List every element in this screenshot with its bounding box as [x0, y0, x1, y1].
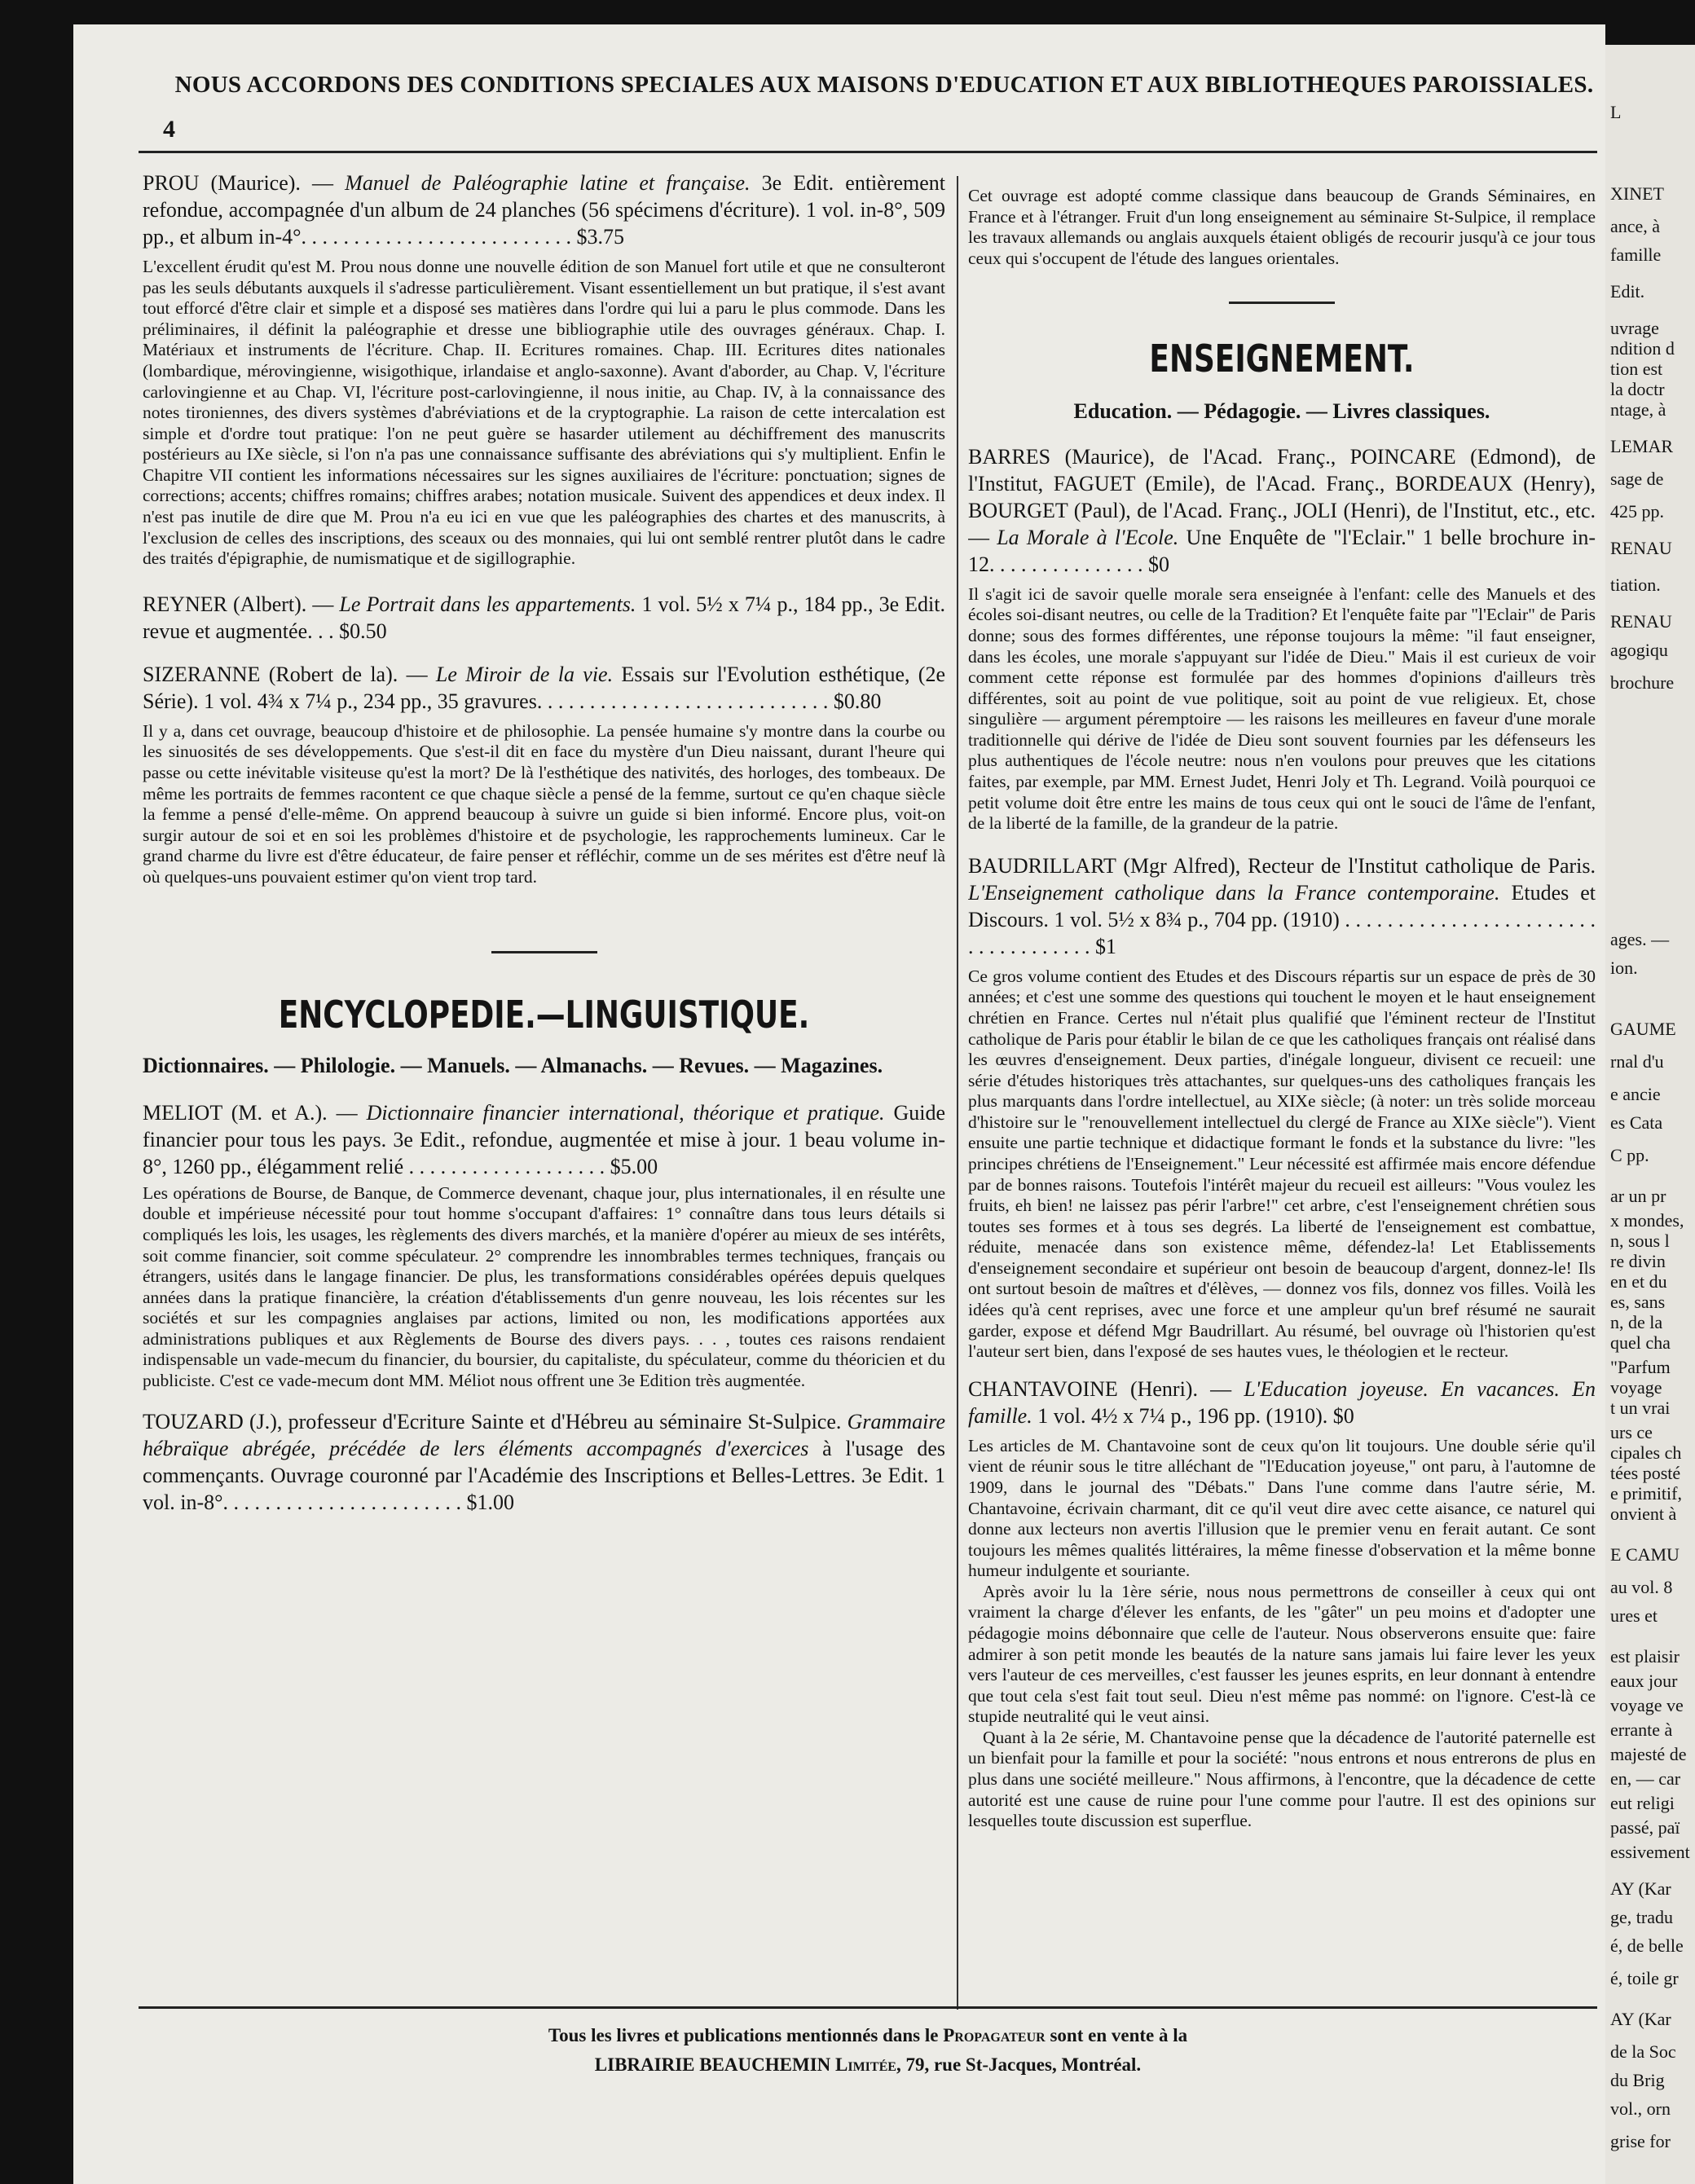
entry-baudrillart [968, 852, 1596, 1363]
publication-name: Propagateur [943, 2025, 1046, 2045]
adjacent-page-fragment: es, sans [1610, 1292, 1666, 1312]
adjacent-page-fragment: passé, paï [1610, 1817, 1680, 1838]
adjacent-page-fragment: est plaisir [1610, 1646, 1680, 1667]
adjacent-page-fragment: E CAMU [1610, 1544, 1680, 1565]
entry-reyner: REYNER (Albert). — Le Portrait dans les appartements. 1 vol. 5½ x 7¼ p., 184 pp., 3e Edit. revue et augmentée. . . $0.50 [143, 592, 945, 643]
adjacent-page-fragment: n, sous l [1610, 1231, 1670, 1251]
footer-line-1: Tous les livres et publications mentionnés dans le Propagateur sont en vente à la [548, 2025, 1188, 2045]
adjacent-page-fragment: grise for [1610, 2131, 1671, 2151]
adjacent-page-fragment: ages. — [1610, 929, 1670, 949]
adjacent-page-fragment: é, de belle [1610, 1935, 1684, 1956]
adjacent-page-fragment: é, toile gr [1610, 1968, 1679, 1988]
adjacent-page-fragment: brochure [1610, 672, 1675, 693]
adjacent-page-fragment: tion est [1610, 359, 1663, 379]
page-footer [139, 2021, 1597, 2079]
entry-description: Après avoir lu la 1ère série, nous nous permettrons de conseiller à ceux qui ont vraiment la charge d'élever les enfants, de les "gâter" un peu moins et d'adopter une pédagogie moins débonnaire que celle de l'auteur. Nous observerons ensuite que: faire admirer à son petit monde les beautés de la nature sans jamais lui faire lever les yeux vers l'auteur de ces merveilles, c'est fausser les jeunes esprits, en leur donnant à entendre que tout cela s'est fait tout seul. Dieu n'est même pas nommé: on l'ignore. C'est-là ce stupide neutralité qui le veut ainsi. [968, 1581, 1596, 1727]
adjacent-page-fragment: e ancie [1610, 1084, 1661, 1104]
adjacent-page-fragment: tées posté [1610, 1463, 1681, 1483]
entry-meliot: MELIOT (M. et A.). — Dictionnaire financier international, théorique et pratique. Guide financier pour tous les pays. 3e Edit., refondue, augmentée et mise à jour. 1 beau volume in-8°, 1260 pp., élégamment relié . . . . . . . . . . . . . . . . . . . $5.00 Les opérations de Bourse, de Banque, de Commerce devenant, chaque jour, plus internationales, il en résulte une double et impérieuse nécessité pour tout homme s'occupant d'affaires: 1° connaître dans tous leurs détails si compliqués les lois, les usages, les règlements des divers marchés, et la manière d'opérer au mieux de ses intérêts, soit comme financier, soit comme spéculateur. 2° comprendre les innombrables termes techniques, français ou étrangers, usités dans le langage financier. De plus, les transformations considérables opérées depuis quelques années dans la pratique financière, la création d'établissements d'un genre nouveau, les lois récentes sur les sociétés et sur les compagnies anglaises par actions, limited ou non, les modifications apportées aux administrations publiques et aux Règlements de Bourse des divers pays. . . , toutes ces raisons rendaient indispensable un vade-mecum du financier, du boursier, du capitaliste, du spéculateur, comme du théoricien et du publiciste. C'est ce vade-mecum dont MM. Méliot nous offrent une 3e Edition très augmentée. [143, 1100, 945, 1391]
adjacent-page-fragment: onvient à [1610, 1504, 1677, 1524]
entry-details: Une Enquête de "l'Eclair." 1 belle brochure in-12. . . . . . . . . . . . . . . $0 [968, 525, 1596, 576]
header-rule [139, 151, 1597, 153]
entry-author: MELIOT (M. et A.). [143, 1100, 328, 1125]
entry-details: 1 vol. 5½ x 7¼ p., 184 pp., 3e Edit. revue et augmentée. . . $0.50 [143, 592, 945, 643]
adjacent-page-fragment: LEMAR [1610, 436, 1673, 456]
entry-touzard [143, 1408, 945, 1516]
entry-author: BAUDRILLART (Mgr Alfred), Recteur de l'Institut catholique de Paris. [968, 853, 1596, 878]
adjacent-page-fragment: AY (Kar [1610, 2009, 1671, 2029]
entry-details: 3e Edit. entièrement refondue, accompagnée d'un album de 24 planches (56 spécimens d'écriture). 1 vol. in-8°, 509 pp., et album in-4°. . . . . . . . . . . . . . . . . . . . . . . . . . $3.75 [143, 171, 945, 249]
footer-rule [139, 2006, 1597, 2009]
page-header: NOUS ACCORDONS DES CONDITIONS SPECIALES AUX MAISONS D'EDUCATION ET AUX BIBLIOTHEQUES PAROISSIALES. [174, 72, 1594, 98]
entry-title: Manuel de Paléographie latine et française. [345, 171, 751, 195]
entry-details: Guide financier pour tous les pays. 3e Edit., refondue, augmentée et mise à jour. 1 beau volume in-8°, 1260 pp., élégamment relié . . . . . . . . . . . . . . . . . . . $5.00 [143, 1100, 945, 1178]
section-title-encyclopedie: ENCYCLOPEDIE.—LINGUISTIQUE. [278, 993, 810, 1037]
adjacent-page-fragment: ndition d [1610, 338, 1675, 359]
entry-author: CHANTAVOINE (Henri). [968, 1376, 1198, 1401]
entry-sizeranne: SIZERANNE (Robert de la). — Le Miroir de la vie. Essais sur l'Evolution esthétique, (2e Série). 1 vol. 4¾ x 7¼ p., 234 pp., 35 gravures. . . . . . . . . . . . . . . . . . . . . . . . . . . . $0.80 Il y a, dans cet ouvrage, beaucoup d'histoire et de philosophie. La pensée humaine s'y montre dans la courbe ou les sinuosités de ses développements. Que s'est-il dit en face du mystère d'un Dieu naissant, durant l'heure qui passe ou cette inévitable visiteuse qu'est la mort? De là l'esthétique des nativités, des horloges, des tombeaux. De même les portraits de femmes racontent ce que chaque siècle a pensé de la femme, surtout ce qu'en chaque siècle la femme a pensé d'elle-même. On apprend beaucoup à suivre un guide si bien informé. Encore plus, voit-on surgir autour de soi et en soi les problèmes d'histoire et de psychologie, les rapprochements lumineux. Car le grand charme du livre est d'être éducateur, de faire penser et réfléchir, comme un de ses mérites est d'être neuf là où quelques-uns pouvaient estimer qu'on vient trop tard. [143, 662, 945, 887]
adjacent-page-fragment: eut religi [1610, 1793, 1675, 1813]
adjacent-page-fragment: quel cha [1610, 1332, 1671, 1353]
page-number: 4 [163, 116, 175, 143]
adjacent-page-fragment: majesté de [1610, 1744, 1687, 1764]
entry-title: L'Enseignement catholique dans la France contemporaine. [968, 880, 1500, 905]
entry-description: L'excellent érudit qu'est M. Prou nous donne une nouvelle édition de son Manuel fort utile et que ne consulteront pas les seuls débutants auxquels il s'adresse particulièrement. Visant essentiellement un but pratique, il s'est avant tout efforcé d'être clair et simple et a disposé ses matières dans l'ordre qui lui a paru le plus commode. Dans les préliminaires, il définit la paléographie et dresse une bibliographie utile des ouvrages généraux. Chap. I. Matériaux et instruments de l'écriture. Chap. II. Ecritures romaines. Chap. III. Ecritures dites nationales (lombardique, mérovingienne, wisigothique, irlandaise et anglo-saxonne). Avant d'aborder, au Chap. V, l'écriture carlovingienne et au Chap. VI, l'écriture post-carlovingienne, il nous initie, au Chap. IV, à la connaissance des notes tironiennes, des divers systèmes d'abréviations et de la cryptographie. La raison de cette intercalation est simple et d'ordre tout pratique: l'on ne peut guère se hasarder utilement au déchiffrement des manuscrits postérieurs au IXe siècle, si l'on n'a pas une connaissance suffisante des abréviations qui s'y multiplient. Enfin le Chapitre VII contient les informations nécessaires sur les signes auxiliaires de l'écriture: ponctuation; signes de corrections; accents; chiffres romains; chiffres arabes; notation musicale. Suivent des appendices et deux index. Il n'est pas inutile de dire que M. Prou n'a eu ici en vue que les paléographies des chartes et des manuscrits, à l'exclusion de celles des inscriptions, des sceaux ou des monnaies, qui lui ont semblé rentrer plutôt dans le cadre des traités d'épigraphie, de numismatique et de sigillographie. [143, 257, 945, 569]
adjacent-page-fragment: eaux jour [1610, 1671, 1678, 1691]
entry-details: Etudes et Discours. 1 vol. 5½ x 8¾ p., 704 pp. (1910) . . . . . . . . . . . . . . . . . . . . . . . . . . . . . . . . . . . . $1 [968, 880, 1596, 958]
right-column [968, 186, 1596, 1995]
adjacent-page-fragment: en, — car [1610, 1768, 1681, 1789]
adjacent-page-fragment: XINET [1610, 183, 1664, 204]
entry-title: Grammaire hébraïque abrégée, précédée de lers éléments accompagnés d'exercices [143, 1409, 945, 1460]
entry-description: Les articles de M. Chantavoine sont de ceux qu'on lit toujours. Une double série qu'il vient de réunir sous le titre alléchant de "l'Education joyeuse," ont paru, à l'automne de 1909, dans le journal des "Débats." Dans l'une comme dans l'autre série, M. Chantavoine, écrivain charmant, dit ce qu'il veut dire avec cette aisance, ce naturel qui donne aux lecteurs non avertis l'illusion que le premier venu en ferait autant. Ce sont toujours les mêmes qualités littéraires, la même finesse d'observation et la même bonne humeur indulgente et souriante. [968, 1435, 1596, 1581]
entry-chantavoine: CHANTAVOINE (Henri). — L'Education joyeuse. En vacances. En famille. 1 vol. 4½ x 7¼ p., 196 pp. (1910). $0 Les articles de M. Chantavoine sont de ceux qu'on lit toujours. Une double série qu'il vient de réunir sous le titre alléchant de "l'Education joyeuse," ont paru, à l'automne de 1909, dans le journal des "Débats." Dans l'une comme dans l'autre série, M. Chantavoine, écrivain charmant, dit ce qu'il veut dire avec cette aisance, ce naturel qui donne aux lecteurs non avertis l'illusion que le premier venu en ferait autant. Ce sont toujours les mêmes qualités littéraires, la même finesse d'observation et la même bonne humeur indulgente et souriante. Après avoir lu la 1ère série, nous nous permettrons de conseiller à ceux qui ont vraiment la charge d'élever les enfants, de les "gâter" un peu moins et d'adopter une pédagogie moins débonnaire que celle de l'auteur. Nous observerons ensuite que: faire admirer à son petit monde les beautés de la nature sans jamais lui faire lever les yeux vers l'auteur de ces merveilles, c'est fausser les jeunes esprits, en leur donnant à entendre que tout cela s'est fait tout seul. Dieu n'est même pas nommé: on l'ignore. C'est-là ce stupide neutralité qui le veut ainsi. Quant à la 2e série, M. Chantavoine pense que la décadence de l'autorité paternelle est un bienfait pour la famille et pour la société: "nous entrons et nous entrerons de plus en plus dans une société meilleure." Nous affirmons, à l'encontre, que la décadence de cette autorité est une cause de ruine pour l'une comme pour l'autre. Il est des opinions sur lesquelles toute discussion est superflue. [968, 1376, 1596, 1831]
adjacent-page-fragment: t un vrai [1610, 1398, 1671, 1418]
entry-description: Il s'agit ici de savoir quelle morale sera enseignée à l'enfant: celle des Manuels et des écoles soi-disant neutres, ou celle de la Tradition? Et l'enquête faite par "l'Eclair" de Paris donne; sous des formes différentes, une réponse toujours la même: "il faut enseigner, dans les écoles, une morale s'appuyant sur l'idée de Dieu." Mais il est curieux de voir comment cette réponse est formulée par des hommes d'opinions d'ailleurs très différentes, soit au point de vue politique, soit au point de vue religieux. Et, chose singulière — argument péremptoire — les raisons les meilleures en faveur d'une morale traditionnelle qui dérive de l'idée de Dieu sont souvent fournies par les défenseurs les plus authentiques de l'école neutre: nous n'en voulons pour preuves que les citations faites, par exemple, par MM. Ernest Judet, Henri Joly et Th. Legrand. Voilà pourquoi ce petit volume doit être entre les mains de tous ceux qui ont le souci de l'âme de l'enfant, de la liberté de la famille, de la grandeur de la patrie. [968, 583, 1596, 834]
adjacent-page-fragment: ance, à [1610, 216, 1661, 236]
entry-details: Essais sur l'Evolution esthétique, (2e Série). 1 vol. 4¾ x 7¼ p., 234 pp., 35 gravures. . . . . . . . . . . . . . . . . . . . . . . . . . . . $0.80 [143, 662, 945, 713]
adjacent-page-fragment: essivement [1610, 1842, 1690, 1862]
adjacent-page-fragment: GAUME [1610, 1019, 1676, 1039]
adjacent-page-fragment: voyage ve [1610, 1695, 1684, 1715]
adjacent-page-fragment: x mondes, [1610, 1210, 1684, 1231]
adjacent-page-fragment: RENAU [1610, 538, 1672, 558]
entry-prou: PROU (Maurice). — Manuel de Paléographie latine et française. 3e Edit. entièrement refondue, accompagnée d'un album de 24 planches (56 spécimens d'écriture). 1 vol. in-8°, 509 pp., et album in-4°. . . . . . . . . . . . . . . . . . . . . . . . . . $3.75 L'excellent érudit qu'est M. Prou nous donne une nouvelle édition de son Manuel fort utile et que ne consulteront pas les seuls débutants auxquels il s'adresse particulièrement. Visant essentiellement un but pratique, il s'est avant tout efforcé d'être clair et simple et a disposé ses matières dans l'ordre qui lui a paru le plus commode. Dans les préliminaires, il définit la paléographie et dresse une bibliographie utile des ouvrages généraux. Chap. I. Matériaux et instruments de l'écriture. Chap. II. Ecritures romaines. Chap. III. Ecritures dites nationales (lombardique, mérovingienne, wisigothique, irlandaise et anglo-saxonne). Avant d'aborder, au Chap. V, l'écriture carlovingienne et au Chap. VI, l'écriture post-carlovingienne, il nous initie, au Chap. IV, à la connaissance des notes tironiennes, des divers systèmes d'abréviations et de la cryptographie. La raison de cette intercalation est simple et d'ordre tout pratique: l'on ne peut guère se hasarder utilement au déchiffrement des manuscrits postérieurs au IXe siècle, si l'on n'a pas une connaissance suffisante des abréviations qui s'y multiplient. Enfin le Chapitre VII contient les informations nécessaires sur les signes auxiliaires de l'écriture: ponctuation; signes de corrections; accents; chiffres romains; chiffres arabes; notation musicale. Suivent des appendices et deux index. Il n'est pas inutile de dire que M. Prou n'a eu ici en vue que les paléographies des chartes et des manuscrits, à l'exclusion de celles des inscriptions, des sceaux ou des monnaies, qui lui ont semblé rentrer plutôt dans le cadre des traités d'épigraphie, de numismatique et de sigillographie. [143, 171, 945, 569]
adjacent-page-fragment: ures et [1610, 1605, 1658, 1626]
entry-author: REYNER (Albert). [143, 592, 307, 616]
adjacent-page-fragment: au vol. 8 [1610, 1577, 1673, 1597]
adjacent-page-fragment: du Brig [1610, 2070, 1665, 2090]
entry-author: SIZERANNE (Robert de la). [143, 662, 398, 686]
adjacent-page-fragment: rnal d'u [1610, 1051, 1664, 1072]
entry-title: Dictionnaire financier international, théorique et pratique. [366, 1100, 885, 1125]
entry-description: Quant à la 2e série, M. Chantavoine pense que la décadence de l'autorité paternelle est un bienfait pour la famille et pour la société: "nous entrons et nous entrerons de plus en plus dans une société meilleure." Nous affirmons, à l'encontre, que la décadence de cette autorité est une cause de ruine pour l'une comme pour l'autre. Il est des opinions sur lesquelles toute discussion est superflue. [968, 1727, 1596, 1831]
entry-title: La Morale à l'Ecole. [997, 525, 1179, 549]
adjacent-page-fragment: famille [1610, 244, 1662, 265]
section-subtitle: Education. — Pédagogie. — Livres classiques. [1073, 399, 1490, 424]
section-subtitle: Dictionnaires. — Philologie. — Manuels. — Almanachs. — Revues. — Magazines. [143, 1054, 883, 1078]
book-page [73, 24, 1605, 2184]
adjacent-page-fragment: ge, tradu [1610, 1907, 1673, 1927]
entry-title: Le Miroir de la vie. [435, 662, 614, 686]
publisher-suffix: Limitée [835, 2054, 896, 2075]
adjacent-page-fragment: ar un pr [1610, 1186, 1666, 1206]
entry-author: PROU (Maurice). [143, 171, 301, 195]
adjacent-page-fragment: AY (Kar [1610, 1878, 1671, 1899]
adjacent-page-fragment: ntage, à [1610, 399, 1666, 420]
entry-author: TOUZARD (J.), professeur d'Ecriture Sainte et d'Hébreu au séminaire St-Sulpice. [143, 1409, 842, 1433]
entry-description: Il y a, dans cet ouvrage, beaucoup d'histoire et de philosophie. La pensée humaine s'y montre dans la courbe ou les sinuosités de ses développements. Que s'est-il dit en face du mystère d'un Dieu naissant, durant l'heure qui passe ou cette inévitable visiteuse qu'est la mort? De là l'esthétique des nativités, des horloges, des tombeaux. De même les portraits de femmes racontent ce que chaque siècle a pensé de la femme, surtout ce qu'en chaque siècle la femme a pensé d'elle-même. On apprend beaucoup à suivre un guide si bien informé. Encore plus, voit-on surgir autour de soi et en soi les problèmes d'histoire et de psychologie, les rapprochements lumineux. Car le grand charme du livre est d'être éducateur, de faire penser et réfléchir, comme un de ses mérites est d'être neuf là où quelques-uns pouvaient estimer qu'on vient trop tard. [143, 720, 945, 887]
adjacent-page-fragment: tiation. [1610, 575, 1661, 595]
adjacent-page-fragment: en et du [1610, 1271, 1667, 1292]
adjacent-page-fragment: L [1610, 102, 1622, 122]
adjacent-page-fragment: errante à [1610, 1719, 1673, 1740]
adjacent-page-fragment: es Cata [1610, 1112, 1663, 1133]
adjacent-page-fragment: vol., orn [1610, 2098, 1671, 2119]
column-divider [957, 176, 958, 2010]
entry-details: 1 vol. 4½ x 7¼ p., 196 pp. (1910). $0 [1032, 1403, 1354, 1428]
entry-title: L'Education joyeuse. En vacances. En famille. [968, 1376, 1596, 1428]
adjacent-page-fragment: Edit. [1610, 281, 1645, 302]
entry-title: Le Portrait dans les appartements. [339, 592, 636, 616]
adjacent-page-fragment: de la Soc [1610, 2041, 1676, 2062]
entry-description: Les opérations de Bourse, de Banque, de Commerce devenant, chaque jour, plus internationales, il en résulte une double et impérieuse nécessité pour tout homme s'occupant d'affaires: 1° connaître dans tous leurs détails si compliqués les lois, les usages, les règlements des divers marchés, et la manière d'opérer au mieux de ses intérêts, soit comme financier, soit comme spéculateur. 2° comprendre les innombrables termes techniques, français ou étrangers, usités dans le langage financier. De plus, les transformations considérables opérées depuis quelques années dans la pratique financière, la création d'établissements d'un genre nouveau, les lois récentes sur les sociétés et sur les compagnies anglaises par actions, limited ou non, les modifications apportées aux administrations publiques et aux Règlements de Bourse des divers pays. . . , toutes ces raisons rendaient indispensable un vade-mecum du financier, du boursier, du capitaliste, du spéculateur, comme du théoricien et du publiciste. C'est ce vade-mecum dont MM. Méliot nous offrent une 3e Edition très augmentée. [143, 1182, 945, 1391]
adjacent-page-fragment: e primitif, [1610, 1483, 1682, 1504]
section-title-enseignement: ENSEIGNEMENT. [1149, 337, 1415, 381]
entry-barres: BARRES (Maurice), de l'Acad. Franç., POINCARE (Edmond), de l'Institut, FAGUET (Emile), de l'Acad. Franç., BORDEAUX (Henry), BOURGET (Paul), de l'Acad. Franç., JOLI (Henri), de l'Institut, etc., etc. — La Morale à l'Ecole. Une Enquête de "l'Eclair." 1 belle brochure in-12. . . . . . . . . . . . . . . $0 Il s'agit ici de savoir quelle morale sera enseignée à l'enfant: celle des Manuels et des écoles soi-disant neutres, ou celle de la Tradition? Et l'enquête faite par "l'Eclair" de Paris donne; sous des formes différentes, une réponse toujours la même: "il faut enseigner, dans les écoles, une morale s'appuyant sur l'idée de Dieu." Mais il est curieux de voir comment cette réponse est formulée par des hommes d'opinions d'ailleurs très différentes, soit au point de vue politique, soit au point de vue religieux. Et, chose singulière — argument péremptoire — les raisons les meilleures en faveur d'une morale traditionnelle qui dérive de l'idée de Dieu sont souvent fournies par les défenseurs les plus authentiques de l'école neutre: nous n'en voulons pour preuves que les citations faites, par exemple, par MM. Ernest Judet, Henri Joly et Th. Legrand. Voilà pourquoi ce petit volume doit être entre les mains de tous ceux qui ont le souci de l'âme de l'enfant, de la liberté de la famille, de la grandeur de la patrie. [968, 444, 1596, 834]
adjacent-page-fragment: n, de la [1610, 1312, 1663, 1332]
adjacent-page-fragment: C pp. [1610, 1145, 1649, 1165]
adjacent-page-fragment: agogiqu [1610, 640, 1668, 660]
adjacent-page-fragment: re divin [1610, 1251, 1666, 1271]
entry-details: à l'usage des commençants. Ouvrage couronné par l'Académie des Inscriptions et Belles-Lettres. 3e Edit. 1 vol. in-8°. . . . . . . . . . . . . . . . . . . . . . . $1.00 [143, 1436, 945, 1514]
adjacent-page-fragment: 425 pp. [1610, 501, 1664, 522]
adjacent-page-fragment: RENAU [1610, 611, 1672, 632]
entry-author: BARRES (Maurice), de l'Acad. Franç., POINCARE (Edmond), de l'Institut, FAGUET (Emile), de l'Acad. Franç., BORDEAUX (Henry), BOURGET (Paul), de l'Acad. Franç., JOLI (Henri), de l'Institut, etc., etc. [968, 444, 1596, 522]
entry-description: Ce gros volume contient des Etudes et des Discours répartis sur un espace de près de 30 années; et c'est une somme des questions qui touchent le moyen et le haut enseignement chrétien en France. Certes nul n'était plus qualifié que l'éminent recteur de l'Institut catholique de Paris pour établir le bilan de ce que les catholiques français ont réalisé dans les œuvres d'enseignement. Deux parties, d'inégale longueur, divisent ce recueil: une série d'études historiques très attachantes, sur quelques-uns des catholiques français les plus marquants dans l'ordre intellectuel, au XIXe siècle; (à noter: un très solide morceau d'histoire sur le "renouvellement intellectuel du clergé de France au XIXe siècle"). Vient ensuite une partie technique et didactique formant le fonds et la substance du livre: "les principes chrétiens de l'Enseignement." Leur nécessité est affirmée mais encore défendue par de bonnes raisons. Toutefois l'intérêt majeur du recueil est ailleurs: "Vous voulez les fruits, eh bien! ne laissez pas périr l'arbre!" cet arbre, c'est l'enseignement chrétien sous toutes ses formes et à tous ses degrés. La liberté de l'enseignement est combattue, réduite, menacée dans son existence même, défendez-la! Let Etablissements d'enseignement secondaire et supérieur ont besoin de beaucoup d'argent, donnez-le! Ils ont surtout besoin de maîtres et d'élèves, — donnez vos fils, donnez vos filles. Voilà les idées qu'à cent reprises, avec une force et une ampleur qu'un bref résumé ne saurait garder, expose et défend Mgr Baudrillart. Au résumé, bel ouvrage où l'historien qu'est l'auteur sert bien, dans l'exposé de ses hautes vues, le théologien et le recteur. [968, 966, 1596, 1362]
adjacent-page-edge [1605, 45, 1695, 2184]
adjacent-page-fragment: urs ce [1610, 1422, 1653, 1442]
adjacent-page-fragment: sage de [1610, 469, 1664, 489]
adjacent-page-fragment: la doctr [1610, 379, 1665, 399]
adjacent-page-fragment: "Parfum [1610, 1357, 1671, 1377]
adjacent-page-fragment: cipales ch [1610, 1442, 1682, 1463]
footer-line-2: LIBRAIRIE BEAUCHEMIN Limitée, 79, rue St-Jacques, Montréal. [594, 2054, 1142, 2075]
left-column [143, 170, 945, 1995]
adjacent-page-fragment: ion. [1610, 958, 1638, 978]
adjacent-page-fragment: voyage [1610, 1377, 1662, 1398]
entry-continuation: Cet ouvrage est adopté comme classique dans beaucoup de Grands Séminaires, en France et à l'étranger. Fruit d'un long enseignement au séminaire St-Sulpice, il remplace les travaux allemands ou anglais auxquels étaient obligés de recourir jusqu'à ce jour tous ceux qui s'occupent de l'étude des langues orientales. [968, 186, 1596, 268]
adjacent-page-fragment: uvrage [1610, 318, 1659, 338]
